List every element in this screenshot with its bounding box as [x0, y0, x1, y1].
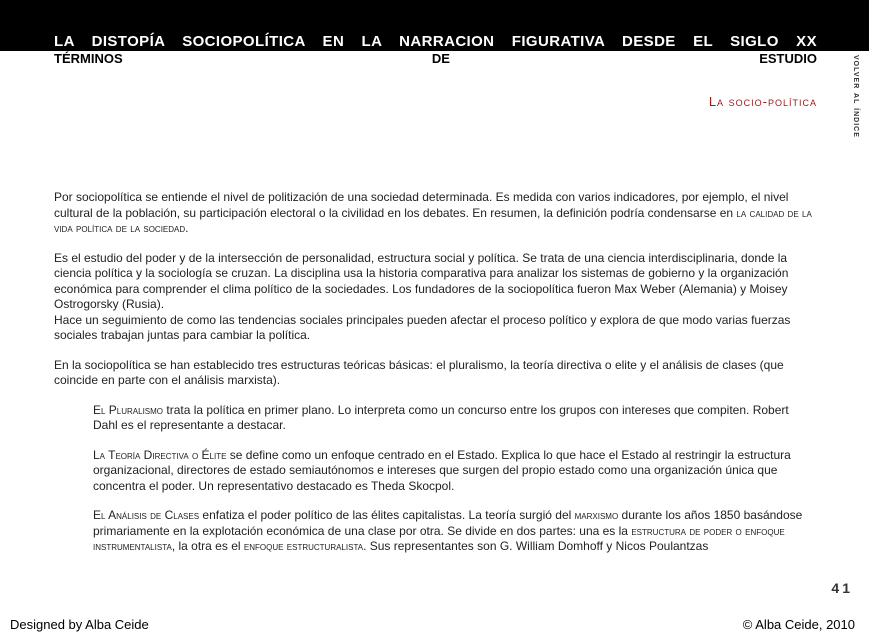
document-title: LA DISTOPÍA SOCIOPOLÍTICA EN LA NARRACION FIGURATIVA DESDE EL SIGLO XX [54, 33, 817, 50]
page-number: 41 [831, 580, 853, 596]
footer-credit: Designed by Alba Ceide [10, 617, 149, 632]
footer-copyright: © Alba Ceide, 2010 [742, 617, 855, 632]
paragraph-definition: Por sociopolítica se entiende el nivel de politización de una sociedad determinada. Es medida con varios indicadores, por ejemplo, el nivel cultural de la población, su participación electoral o la civilidad en los debates. En resumen, la definición podría condensarse en la calidad de la vida política de la sociedad. [54, 190, 812, 235]
paragraph-clases: El Análisis de Clases enfatiza el poder político de las élites capitalistas. La teoría surgió del marxismo durante los años 1850 basándose primariamente en la explotación económica de una clase por otra. Se divide en dos partes: una es la estructura de poder o enfoque instrumentalista, la otra es el enfoque estructuralista. Sus representantes son G. William Domhoff y Nicos Poulantzas [93, 508, 803, 553]
paragraph-structures: En la sociopolítica se han establecido tres estructuras teóricas básicas: el pluralismo, la teoría directiva o elite y el análisis de clases (que coincide en parte con el análisis marxista). [54, 357, 784, 387]
section-title: La socio-política [708, 94, 817, 109]
body-text [54, 190, 814, 569]
paragraph-elite: La Teoría Directiva o Élite se define como un enfoque centrado en el Estado. Explica lo que hace el Estado al restringir la estructura organizacional, directores de estado semiautónomos e intereses que surgen del propio estado como una organización única que concentra el poder. Un representativo destacado es Theda Skocpol. [93, 447, 791, 493]
back-to-index-link[interactable]: volver al índice [851, 55, 862, 138]
document-subtitle: TÉRMINOS DE ESTUDIO [54, 51, 817, 66]
paragraph-pluralismo: El Pluralismo trata la política en primer plano. Lo interpreta como un concurso entre los grupos con intereses que compiten. Robert Dahl es el representante a destacar. [93, 402, 789, 432]
paragraph-study: Es el estudio del poder y de la intersección de personalidad, estructura social y política. Se trata de una ciencia interdisciplinaria, donde la ciencia política y la sociología se cruzan. La disciplina usa la historia comparativa para analizar los sistemas de gobierno y la organización económica para comprender el clima político de la sociedades. Los fundadores de la sociopolítica fueron Max Weber (Alemania) y Moisey Ostrogorsky (Rusia). Hace un seguimiento de como las tendencias sociales principales pueden afectar el proceso político y explora de que modo varias fuerzas sociales trabajan juntas para cambiar la política. [54, 250, 791, 342]
